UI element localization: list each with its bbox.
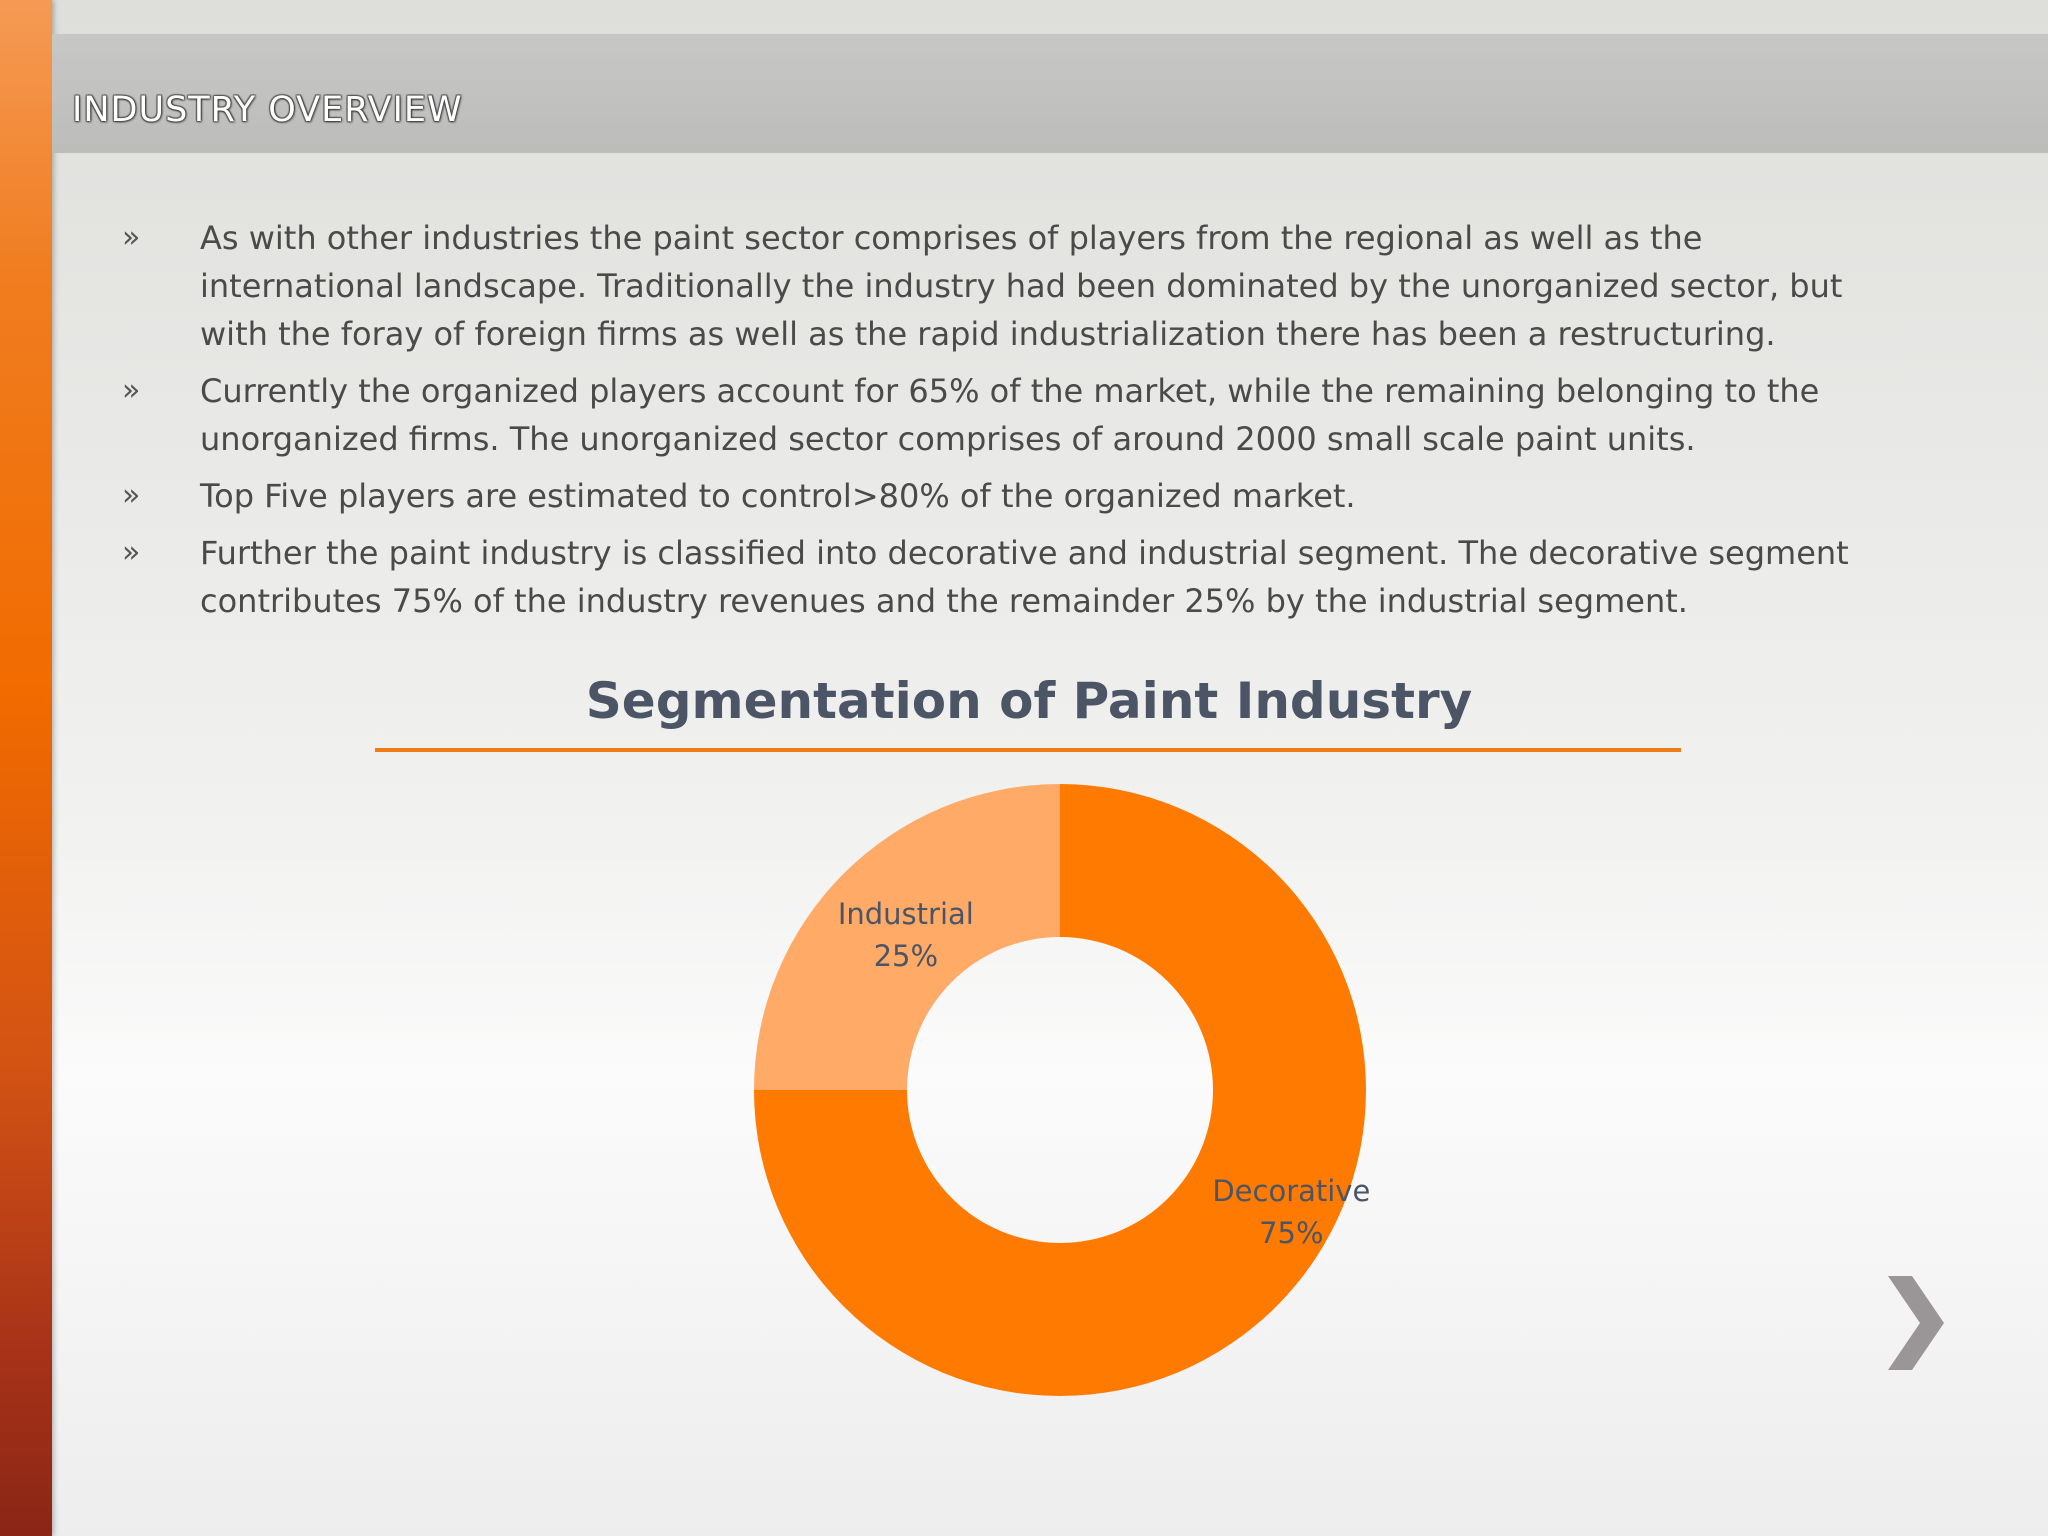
chevron-right-icon[interactable] [1880,1268,1950,1378]
bullet-marker: » [122,220,141,255]
side-accent-bar [0,0,52,1536]
bullet-text: Currently the organized players account for 65% of the market, while the remaining belonging to the unorganized firms. The unorganized sector comprises of around 2000 small scale paint units. [200,372,1820,458]
slice-value-decorative: 75% [1259,1216,1324,1251]
header-band [52,34,2048,153]
chart-title-rule [375,748,1681,752]
bullet-marker: » [122,478,141,513]
donut-slice-industrial [754,784,1060,1090]
slice-value-industrial: 25% [873,938,939,973]
bullet-marker: » [122,535,141,570]
bullet-text: Top Five players are estimated to control>80% of the organized market. [200,477,1356,515]
slice-label-industrial: Industrial [837,896,974,931]
chart-title: Segmentation of Paint Industry [585,672,1473,730]
donut-chart [740,770,1380,1410]
slice-label-decorative: Decorative [1212,1174,1371,1209]
bullet-item [120,214,1880,358]
bullet-list [120,214,1880,634]
bullet-text: As with other industries the paint sector comprises of players from the regional as well as the international landscape. Traditionally the industry had been dominated by the unorganized sector, but with the foray of foreign firms as well as the rapid industrialization there has been a restructuring. [200,219,1843,353]
bullet-marker: » [122,373,141,408]
page-title: INDUSTRY OVERVIEW [72,90,463,130]
bullet-item [120,367,1880,463]
bullet-text: Further the paint industry is classified into decorative and industrial segment. The decorative segment contributes 75% of the industry revenues and the remainder 25% by the industrial segment. [200,534,1849,620]
bullet-item [120,529,1880,625]
bullet-item [120,472,1880,520]
